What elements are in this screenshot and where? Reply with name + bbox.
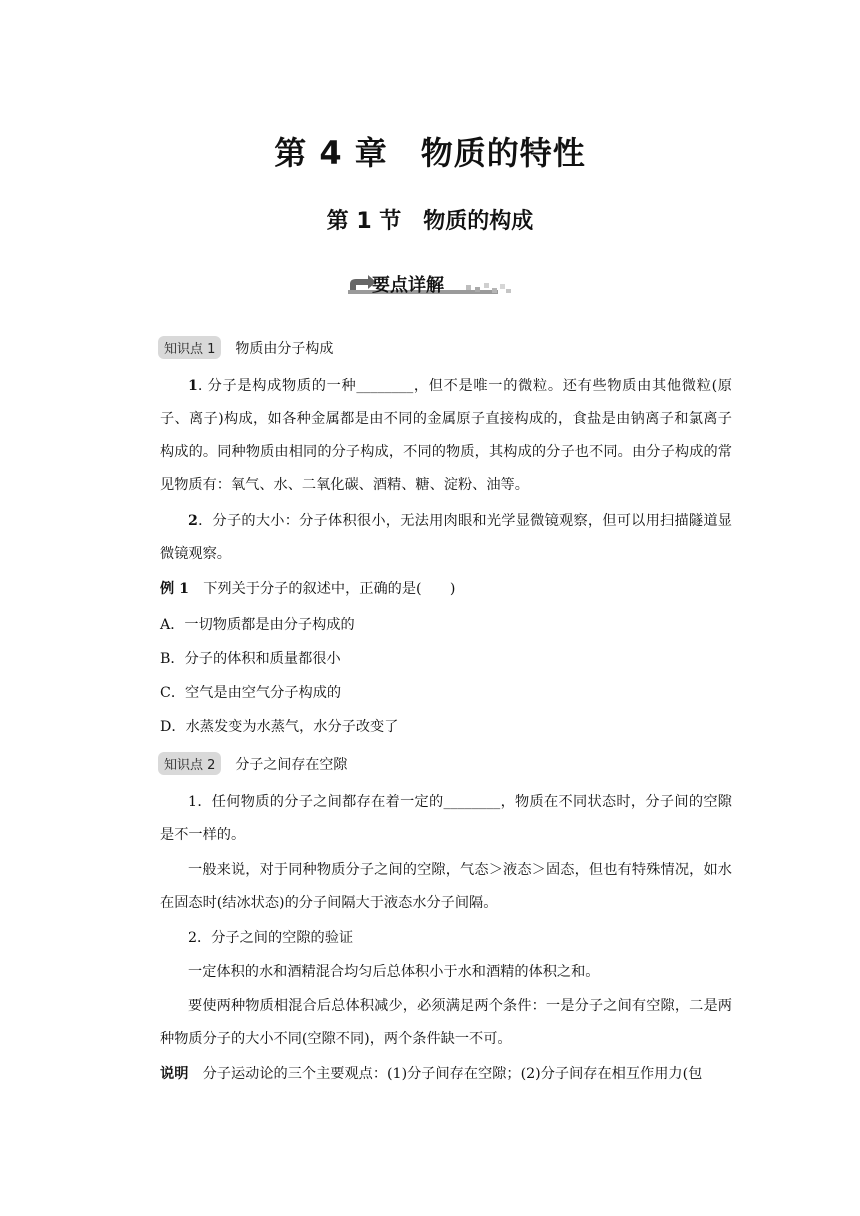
section-title: 第 1 节 物质的构成 — [326, 209, 534, 234]
chapter-title: 第 4 章 物质的特性 — [274, 134, 586, 172]
knowledge-point-badge: 知识点 2 — [158, 752, 221, 775]
knowledge-point-2-heading — [158, 752, 347, 775]
item-text: ．分子的大小：分子体积很小，无法用肉眼和光学显微镜观察，但可以用扫描隧道显微镜观察。 — [160, 513, 732, 562]
item-text: . 分子是构成物质的一种________，但不是唯一的微粒。还有些物质由其他微粒(原子、离子)构成，如各种金属都是由不同的金属原子直接构成的，食盐是由钠离子和氯离子构成的。同种物质由相同的分子构成，不同的物质，其构成的分子也不同。由分子构成的常见物质有：氧气、水、二氧化碳、酒精、糖、淀粉、油等。 — [160, 378, 732, 493]
section-banner — [344, 268, 514, 298]
kp2-paragraph-1: 1．任何物质的分子之间都存在着一定的________，物质在不同状态时，分子间的空隙是不一样的。 — [160, 794, 732, 843]
note-text: 分子运动论的三个主要观点：(1)分子间存在空隙；(2)分子间存在相互作用力(包 — [188, 1066, 703, 1082]
knowledge-point-badge: 知识点 1 — [158, 336, 221, 359]
knowledge-point-title: 物质由分子构成 — [235, 340, 334, 357]
knowledge-point-title: 分子之间存在空隙 — [235, 756, 348, 773]
banner-label: 要点详解 — [372, 275, 444, 296]
kp2-paragraph-3: 2．分子之间的空隙的验证 — [188, 930, 354, 946]
kp2-paragraph-5: 要使两种物质相混合后总体积减少，必须满足两个条件：一是分子之间有空隙，二是两种物质分子的大小不同(空隙不同)，两个条件缺一不可。 — [160, 998, 732, 1047]
note-label: 说明 — [160, 1066, 189, 1082]
kp1-item-1 — [160, 370, 732, 502]
kp1-item-2 — [160, 505, 732, 571]
knowledge-point-1-heading — [158, 336, 333, 359]
kp2-paragraph-2: 一般来说，对于同种物质分子之间的空隙，气态＞液态＞固态，但也有特殊情况，如水在固态时(结冰状态)的分子间隔大于液态水分子间隔。 — [160, 862, 732, 911]
kp2-paragraph-4: 一定体积的水和酒精混合均匀后总体积小于水和酒精的体积之和。 — [188, 964, 600, 980]
kp2-note — [160, 1058, 732, 1091]
option-d: D．水蒸发变为水蒸气，水分子改变了 — [160, 719, 399, 735]
item-number: 2 — [188, 513, 198, 529]
example-question: 下列关于分子的叙述中，正确的是( ) — [189, 581, 456, 597]
option-c: C．空气是由空气分子构成的 — [160, 685, 342, 701]
option-a: A．一切物质都是由分子构成的 — [160, 617, 355, 633]
example-label: 例 1 — [160, 581, 189, 597]
option-b: B．分子的体积和质量都很小 — [160, 651, 341, 667]
example-1 — [160, 573, 732, 606]
item-number: 1 — [188, 378, 198, 394]
